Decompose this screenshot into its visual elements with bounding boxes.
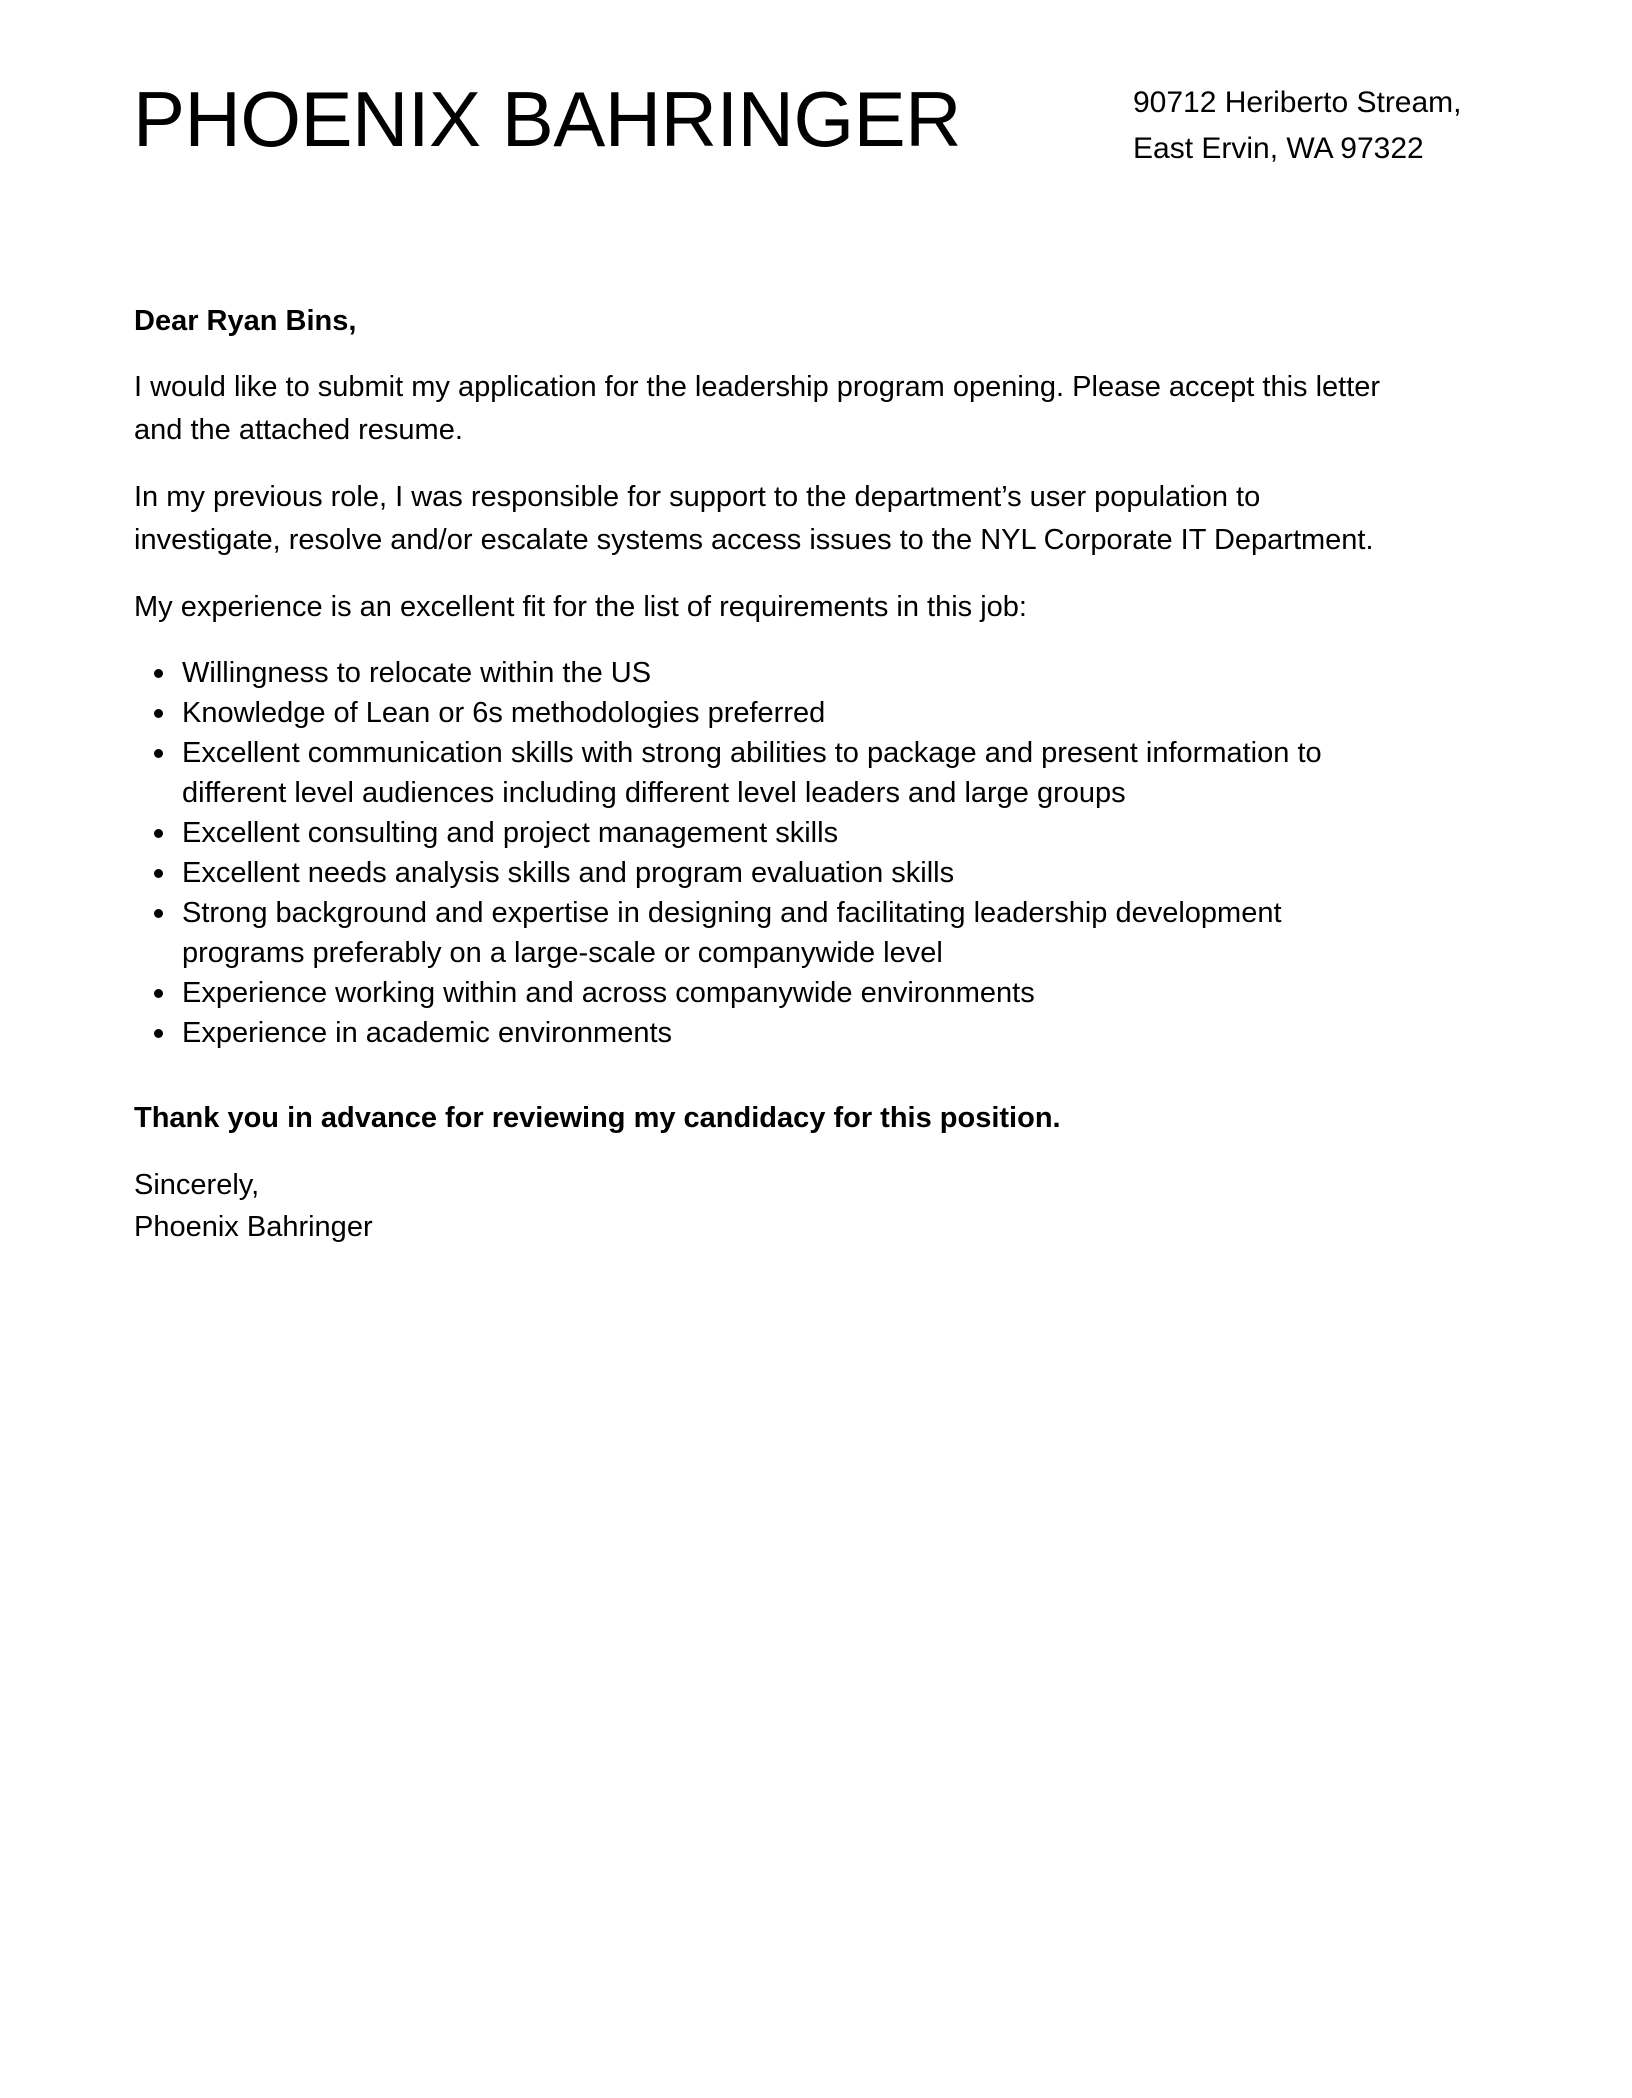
requirement-item: [134, 693, 1322, 733]
paragraph-line: In my previous role, I was responsible for support to the department’s user population to: [134, 481, 1261, 513]
address-line-2: East Ervin, WA 97322: [1133, 132, 1424, 165]
closing-salutation: Sincerely,: [134, 1169, 260, 1201]
requirements-list: [134, 653, 1322, 1053]
paragraph-experience-fit: [134, 586, 1027, 629]
requirement-item: [134, 813, 1322, 853]
requirement-text: Knowledge of Lean or 6s methodologies preferred: [182, 697, 826, 729]
paragraph-line: I would like to submit my application for the leadership program opening. Please accept this letter: [134, 371, 1381, 403]
bullet-icon: [154, 1029, 163, 1038]
requirement-text: Experience working within and across companywide environments: [182, 977, 1035, 1009]
bullet-icon: [154, 709, 163, 718]
paragraph-line: investigate, resolve and/or escalate systems access issues to the NYL Corporate IT Department.: [134, 524, 1374, 556]
requirement-item: [134, 1013, 1322, 1053]
requirement-text: programs preferably on a large-scale or companywide level: [182, 937, 943, 969]
applicant-name: PHOENIX BAHRINGER: [133, 75, 961, 163]
requirement-item: [134, 853, 1322, 893]
requirement-text: Willingness to relocate within the US: [182, 657, 652, 689]
requirement-item: [134, 973, 1322, 1013]
requirement-text: Excellent needs analysis skills and program evaluation skills: [182, 857, 955, 889]
requirement-text: different level audiences including different level leaders and large groups: [182, 777, 1126, 809]
applicant-address: [1133, 80, 1462, 172]
bullet-icon: [154, 669, 163, 678]
requirement-item: [134, 733, 1322, 813]
bullet-icon: [154, 749, 163, 758]
bullet-icon: [154, 989, 163, 998]
bullet-icon: [154, 869, 163, 878]
bullet-icon: [154, 909, 163, 918]
letter-greeting: Dear Ryan Bins,: [134, 305, 357, 337]
requirement-text: Excellent communication skills with strong abilities to package and present information to: [182, 737, 1322, 769]
requirement-text: Excellent consulting and project management skills: [182, 817, 839, 849]
requirement-item: [134, 653, 1322, 693]
address-line-1: 90712 Heriberto Stream,: [1133, 86, 1462, 119]
requirement-text: Experience in academic environments: [182, 1017, 673, 1049]
paragraph-intro: [134, 366, 1380, 452]
requirement-text: Strong background and expertise in designing and facilitating leadership development: [182, 897, 1282, 929]
letter-closing: [134, 1164, 373, 1248]
requirement-item: [134, 893, 1322, 973]
signature-name: Phoenix Bahringer: [134, 1211, 373, 1243]
thank-you-line: Thank you in advance for reviewing my candidacy for this position.: [134, 1102, 1061, 1134]
paragraph-previous-role: [134, 476, 1374, 562]
bullet-icon: [154, 829, 163, 838]
paragraph-line: and the attached resume.: [134, 414, 463, 446]
paragraph-line: My experience is an excellent fit for the list of requirements in this job:: [134, 591, 1027, 623]
